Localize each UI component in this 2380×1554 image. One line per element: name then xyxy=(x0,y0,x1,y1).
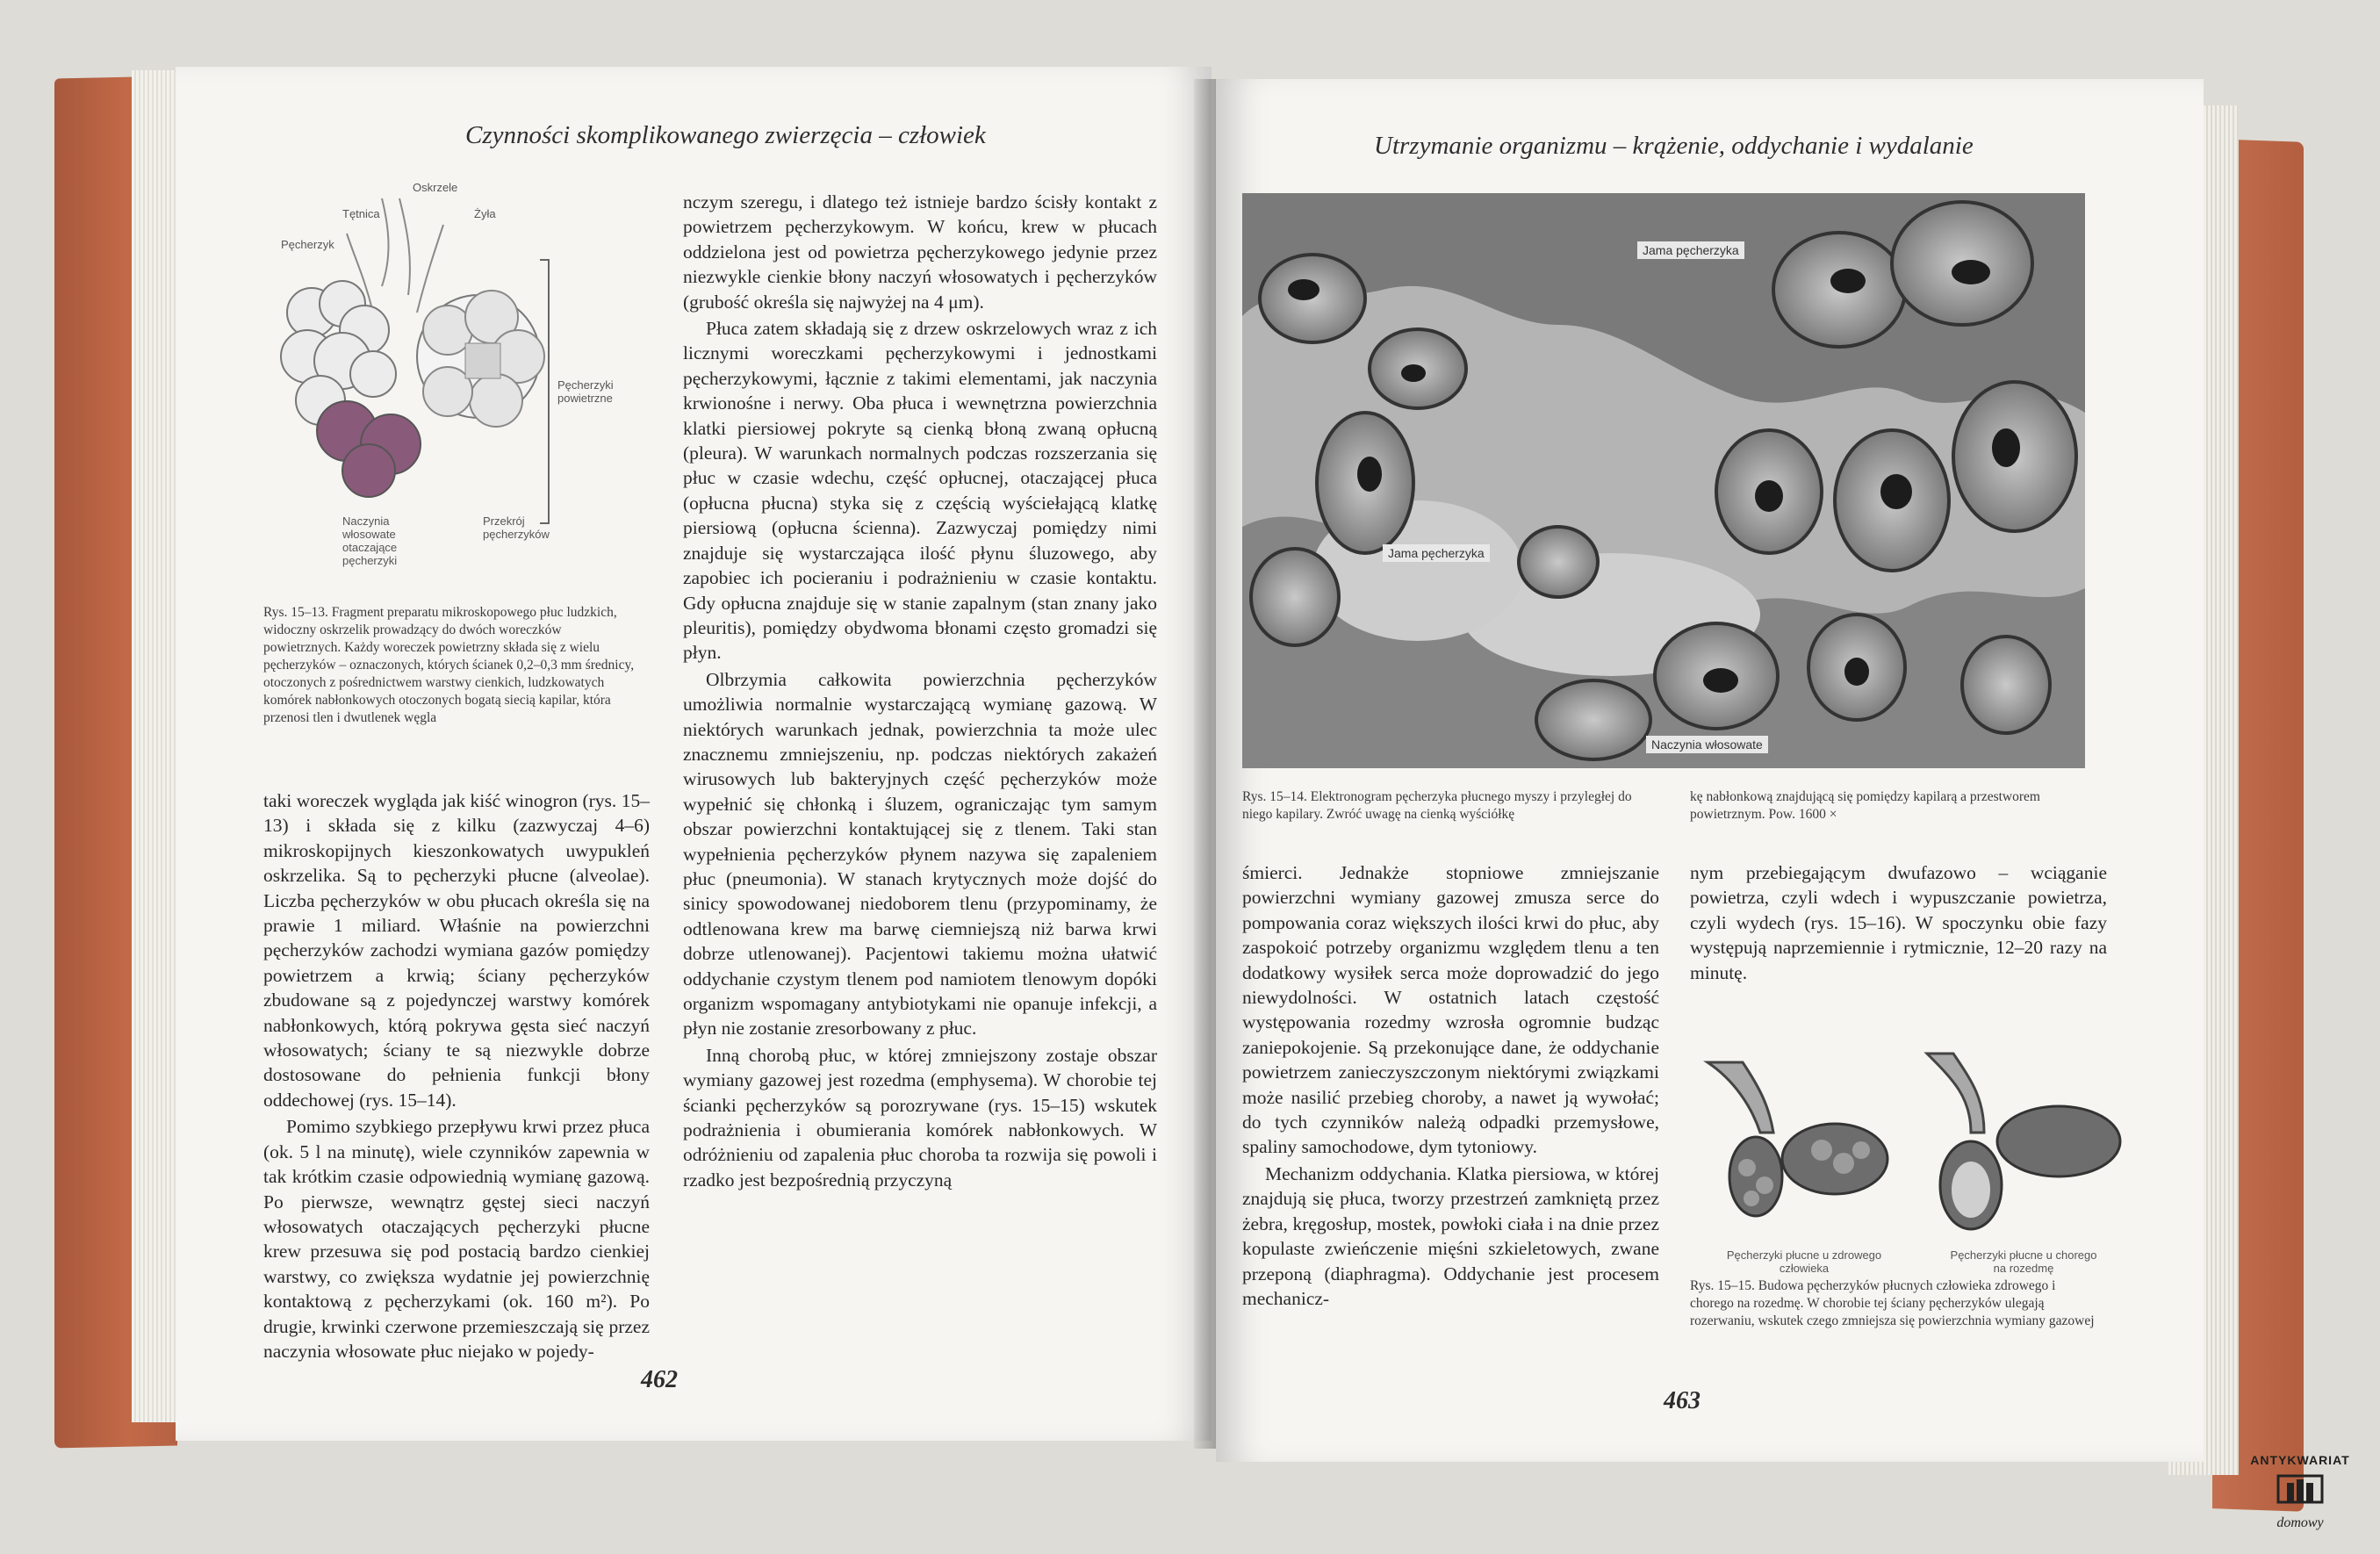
caption-figure-15-15: Rys. 15–15. Budowa pęcherzyków płucnych człowieka zdrowego i chorego na rozedmę. W chorobie tej ściany pęcherzyków ulegają rozerwaniu, wskutek czego zmniejsza się powierzchnia wymiany gazowej xyxy=(1690,1278,2095,1328)
figure-alveoli-drawing xyxy=(259,181,628,594)
antykwariat-stamp xyxy=(2230,1453,2370,1531)
paragraph: nczym szeregu, i dlatego też istnieje bardzo ścisły kontakt z powietrzem pęcherzykowym. W końcu, krew w płucach oddzielona jest od powietrza pęcherzykowego jedynie przez niezwykle cienkie błony naczyń włosowatych i pęcherzyków (grubość określa się najwyżej na 4 μm). xyxy=(683,191,1157,313)
paragraph: taki woreczek wygląda jak kiść winogron (rys. 15–13) i składa się z kilku (zazwyczaj 4–6) mikroskopijnych kieszonkowatych uwypukleń oskrzelika. Są to pęcherzyki płucne (alveolae). Liczba pęcherzyków w obu płucach określa się na prawie 1 miliard. Właśnie na powierzchni pęcherzyków zachodzi wymiana gazów pomiędzy powietrzem a krwią; ściany pęcherzyków zbudowane są z pojedynczej warstwy komórek nabłonkowych, którą pokrywa gęsta sieć naczyń włosowatych; ściany te są niezwykle dobrze dostosowane do pełnienia funkcji błony oddechowej (rys. 15–14). xyxy=(263,790,650,1111)
caption-figure-15-13: Rys. 15–13. Fragment preparatu mikroskopowego płuc ludzkich, widoczny oskrzelik prowadzący do dwóch woreczków powietrznych. Każdy woreczek powietrzny składa się z wielu pęcherzyków – oznaczonych, których ścianek 0,2–0,3 mm średnicy, otoczonych z pośrednictwem warstwy cienkich, ludzkowatych komórek nabłonkowych otoczonych bogatą siecią kapilar, która przenosi tlen i dwutlenek węgla xyxy=(263,605,635,725)
right-column-1 xyxy=(1242,860,1659,1313)
stamp-title: ANTYKWARIAT xyxy=(2250,1453,2350,1467)
right-column-2 xyxy=(1690,860,2107,987)
label-oskrzele: Oskrzele xyxy=(413,181,458,194)
label-zyla: Żyła xyxy=(474,207,496,220)
left-column-1 xyxy=(263,788,650,1365)
caption-figure-15-14-left: Rys. 15–14. Elektronogram pęcherzyka płucnego myszy i przyległej do niego kapilary. Zwróć uwagę na cienką wyściółkę xyxy=(1242,789,1632,822)
running-head-left: Czynności skomplikowanego zwierzęcia – człowiek xyxy=(465,121,986,149)
emphysema-illustration xyxy=(1690,1045,2146,1247)
label-jama-pecherzyka-1: Jama pęcherzyka xyxy=(1637,241,1744,259)
label-tetnica: Tętnica xyxy=(342,207,380,220)
stamp-subtitle: domowy xyxy=(2276,1515,2324,1530)
page-number-right: 463 xyxy=(1664,1387,1701,1414)
electron-micrograph xyxy=(1242,193,2085,768)
right-page xyxy=(1216,79,2204,1462)
caption-figure-15-14-right: kę nabłonkową znajdującą się pomiędzy kapilarą a przestworem powietrznym. Pow. 1600 × xyxy=(1690,789,2040,822)
paragraph: nym przebiegającym dwufazowo – wciąganie powietrza, czyli wdech i wypuszczanie powietrza, czyli wydech (rys. 15–16). W spoczynku obie fazy występują naprzemiennie i rytmicznie, 12–20 razy na minutę. xyxy=(1690,862,2107,983)
left-column-2 xyxy=(683,190,1157,1194)
label-naczynia-wlosowate: Naczynia włosowate xyxy=(1646,736,1768,753)
paragraph: Mechanizm oddychania. Klatka piersiowa, w której znajdują się płuca, tworzy przestrzeń zamkniętą przez żebra, kręgosłup, mostek, powłoki ciała i na dnie przez kopulaste zwieńczenie mięśni szkieletowych, zwane przeponą (diaphragma). Oddychanie jest procesem mechanicz- xyxy=(1242,1162,1659,1309)
page-number-left: 462 xyxy=(641,1366,678,1393)
running-head-right: Utrzymanie organizmu – krążenie, oddychanie i wydalanie xyxy=(1374,132,1974,160)
stamp-logo-icon xyxy=(2269,1467,2331,1511)
paragraph: Inną chorobą płuc, w której zmniejszony zostaje obszar wymiany gazowej jest rozedma (emphysema). W chorobie tej ścianki pęcherzyków są porozrywane (rys. 15–15) wskutek podrażnienia i obumierania komórek nabłonkowych. W odróżnieniu od zapalenia płuc choroba ta rozwija się powoli i rzadko jest bezpośrednią przyczyną xyxy=(683,1044,1157,1191)
paragraph: Pomimo szybkiego przepływu krwi przez płuca (ok. 5 l na minutę), wiele czynników zapewnia w tak krótkim czasie odpowiednią wymianę gazową. Po pierwsze, wewnątrz gęstej sieci naczyń włosowatych otaczających pęcherzyki płucne krew przesuwa się pod postacią bardzo cienkiej warstwy, co zwiększa wydatnie jej powierzchnię kontaktową z pęcherzykami (ok. 160 m²). Po drugie, krwinki czerwone przemieszczają się przez naczynia włosowate płuc niejako w pojedy- xyxy=(263,1116,650,1362)
label-pecherzyk: Pęcherzyk xyxy=(281,238,334,251)
label-healthy-alveoli: Pęcherzyki płucne u zdrowego człowieka xyxy=(1726,1248,1882,1275)
label-jama-pecherzyka-2: Jama pęcherzyka xyxy=(1383,544,1490,562)
label-przekroj: Przekrój pęcherzyków xyxy=(483,514,550,541)
left-page xyxy=(176,67,1212,1441)
micrograph-image xyxy=(1242,193,2085,768)
paragraph: śmierci. Jednakże stopniowe zmniejszanie powierzchni wymiany gazowej zmusza serce do pompowania coraz większych ilości krwi do płuc, aby zaspokoić potrzeby organizmu względem tlenu a ten dodatkowy wysiłek serca może doprowadzić do jego niewydolności. W ostatnich latach częstość występowania rozedmy wzrosła ogromnie budząc zaniepokojenie. Są przekonujące dane, że oddychanie powietrzem zanieczyszczonym niektórymi związkami może nasilić przebieg choroby, a nawet ją wywołać; do tych czynników należą odpadki przemysłowe, spaliny samochodowe, dym tytoniowy. xyxy=(1242,862,1659,1158)
label-pecherzyki-powietrzne: Pęcherzyki powietrzne xyxy=(557,378,614,405)
label-emphysema-alveoli: Pęcherzyki płucne u chorego na rozedmę xyxy=(1950,1248,2097,1275)
label-naczynia: Naczynia włosowate otaczające pęcherzyki xyxy=(342,514,398,567)
paragraph: Płuca zatem składają się z drzew oskrzelowych wraz z ich licznymi woreczkami pęcherzykowymi i jednostkami pęcherzykowymi, łącznie z takimi elementami, jak naczynia krwionośne i nerwy. Oba płuca i wewnętrzna powierzchnia klatki piersiowej pokryte są cienką błoną zwaną opłucną (pleura). W warunkach normalnych podczas rozszerzania się płuc w czasie wdechu, część opłucnej, otaczającej płuca (opłucna płucna) styka się z częścią wyściełającą klatkę piersiową (opłucna ścienna). Zazwyczaj pomiędzy nimi znajduje się wystarczająca ilość płynu śluzowego, aby zapobiec ich pocieraniu i podrażnieniu w czasie kontaktu. Gdy opłucna znajduje się w stanie zapalnym (stan znany jako pleuritis), pomiędzy obydwoma błonami często gromadzi się płyn. xyxy=(683,318,1157,664)
paragraph: Olbrzymia całkowita powierzchnia pęcherzyków umożliwia normalnie wystarczającą wymianę gazową. W niektórych warunkach jednak, powierzchnia ta może ulec znacznemu zmniejszeniu, np. podczas niektórych zakażeń wirusowych lub bakteryjnych część pęcherzyków może wypełnić się chłonką i śluzem, ograniczając tym samym obszar powierzchni kontaktującej się z tlenem. Taki stan wypełnienia pęcherzyków płynem nazywa się zapaleniem płuc (pneumonia). W stanach krytycznych może dojść do sinicy spowodowanej niedoborem tlenu (przypominamy, że odtlenowana krew ma barwę ciemniejszą niż barwa krwi dobrze utlenowanej). Pacjentowi takiemu można ułatwić oddychanie czystym tlenem pod namiotem tlenowym dopóki organizm wspomagany antybiotykami nie opanuje infekcji, a płyn nie zostanie zresorbowany z płuc. xyxy=(683,668,1157,1040)
